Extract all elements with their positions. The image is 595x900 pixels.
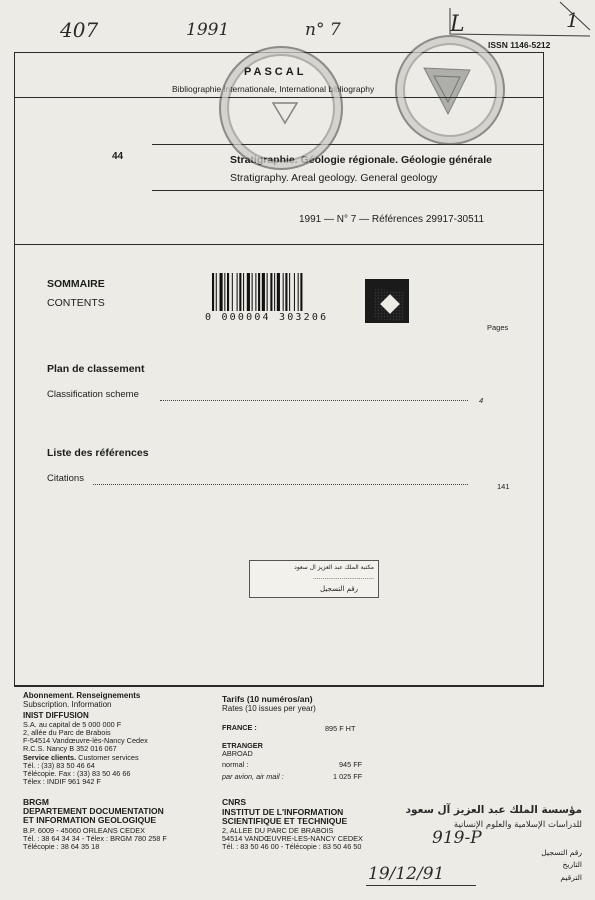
subscription-line-4: R.C.S. Nancy B 352 016 067 bbox=[23, 744, 117, 753]
cnrs-name: CNRS bbox=[222, 797, 247, 807]
cnrs-inst-1: INSTITUT DE L'INFORMATION bbox=[222, 807, 344, 817]
rates-heading-en: Rates (10 issues per year) bbox=[222, 704, 316, 713]
library-stamp-registration: رقم التسجيل bbox=[320, 585, 358, 593]
subscription-line-1: S.A. au capital de 5 000 000 F bbox=[23, 720, 122, 729]
toc-entry-2-page: 141 bbox=[497, 482, 510, 491]
foundation-line-1: مؤسسة الملك عبد العزيز آل سعود bbox=[405, 804, 582, 816]
toc-entry-1-page: 4 bbox=[479, 396, 484, 405]
toc-entry-1-title-en: Classification scheme bbox=[47, 389, 139, 400]
barcode-bar bbox=[270, 273, 272, 311]
barcode-bar bbox=[216, 273, 217, 311]
brgm-dept-2: ET INFORMATION GEOLOGIQUE bbox=[23, 815, 157, 825]
brand-title: PASCAL bbox=[244, 66, 307, 78]
contact-line-1: Tél. : (33) 83 50 46 64 bbox=[23, 761, 95, 770]
barcode-bar bbox=[289, 273, 290, 311]
pascal-stamp-emblem bbox=[270, 100, 300, 126]
foundation-date-label: التاريخ bbox=[562, 860, 582, 869]
section-number: 44 bbox=[112, 151, 124, 162]
barcode-bar bbox=[224, 273, 225, 311]
subscription-line-2: 2, allée du Parc de Brabois bbox=[23, 728, 111, 737]
foundation-stamp bbox=[360, 798, 590, 894]
section-title-en: Stratigraphy. Areal geology. General geology bbox=[230, 172, 438, 184]
cnrs-line-3: Tél. : 83 50 46 00 - Télécopie : 83 50 46 50 bbox=[222, 842, 362, 851]
barcode-bar bbox=[212, 273, 214, 311]
toc-entry-1-leader bbox=[160, 400, 468, 401]
cnrs-line-2: 54514 VANDŒUVRE-LES-NANCY CEDEX bbox=[222, 834, 363, 843]
subscription-heading-en: Subscription. Information bbox=[23, 700, 112, 709]
toc-entry-2-title-fr: Liste des références bbox=[47, 447, 149, 459]
handwritten-letter: L bbox=[450, 12, 465, 37]
foundation-reg-label: رقم التسجيل bbox=[541, 848, 582, 857]
rates-heading-fr: Tarifs (10 numéros/an) bbox=[222, 694, 313, 704]
barcode-bar bbox=[283, 273, 284, 311]
barcode-bar bbox=[239, 273, 241, 311]
handwritten-issue: n° 7 bbox=[305, 20, 341, 40]
section-rule-top bbox=[152, 144, 544, 145]
toc-entry-2-title-en: Citations bbox=[47, 473, 84, 484]
brgm-line-2: Tél. : 38 64 34 34 - Télex : BRGM 780 258 F bbox=[23, 834, 167, 843]
toc-entry-1-title-fr: Plan de classement bbox=[47, 363, 145, 375]
barcode-bar bbox=[298, 273, 299, 311]
barcode-bar bbox=[227, 273, 229, 311]
handwritten-page-mark: 1 bbox=[566, 8, 579, 32]
barcode bbox=[212, 273, 360, 311]
rate-air-label: par avion, air mail : bbox=[222, 772, 284, 781]
handwritten-number: 407 bbox=[60, 18, 99, 42]
pages-label: Pages bbox=[487, 323, 509, 332]
cnrs-inst-2: SCIENTIFIQUE ET TECHNIQUE bbox=[222, 816, 348, 826]
section-divider bbox=[14, 244, 544, 245]
handwritten-corner-stroke bbox=[440, 0, 595, 40]
publisher-logo bbox=[365, 279, 409, 323]
barcode-bar bbox=[300, 273, 302, 311]
rate-normal-label: normal : bbox=[222, 760, 249, 769]
rate-abroad-en: ABROAD bbox=[222, 749, 253, 758]
rate-air-price: 1 025 FF bbox=[333, 772, 363, 781]
footer-divider bbox=[14, 686, 544, 687]
barcode-number: 0 000004 303206 bbox=[205, 312, 329, 323]
barcode-bar bbox=[262, 273, 265, 311]
brgm-line-1: B.P. 6009 - 45060 ORLEANS CEDEX bbox=[23, 826, 145, 835]
section-rule-bottom bbox=[152, 190, 544, 191]
barcode-bar bbox=[294, 273, 295, 311]
barcode-bar bbox=[274, 273, 275, 311]
contents-heading-fr: SOMMAIRE bbox=[47, 278, 105, 290]
subscription-line-3: F-54514 Vandœuvre-lès-Nancy Cedex bbox=[23, 736, 148, 745]
foundation-class-label: الترقيم bbox=[560, 873, 582, 882]
foundation-code: 919-P bbox=[432, 828, 482, 848]
library-rect-stamp bbox=[249, 560, 379, 598]
brgm-dept-1: DEPARTEMENT DOCUMENTATION bbox=[23, 806, 164, 816]
brgm-line-3: Télécopie : 38 64 35 18 bbox=[23, 842, 100, 851]
subscription-company: INIST DIFFUSION bbox=[23, 711, 89, 720]
barcode-bar bbox=[232, 273, 233, 311]
barcode-bar bbox=[277, 273, 280, 311]
library-stamp-name: مكتبة الملك عبد العزيز ال سعود bbox=[294, 564, 374, 571]
foundation-line-2: للدراسات الإسلامية والعلوم الإنسانية bbox=[453, 820, 582, 830]
service-label-fr: Service clients. bbox=[23, 753, 77, 762]
barcode-bar bbox=[252, 273, 253, 311]
toc-entry-2-leader bbox=[93, 484, 468, 485]
section-title-fr: Stratigraphie. Géologie régionale. Géologie générale bbox=[230, 154, 492, 166]
barcode-bar bbox=[237, 273, 238, 311]
contact-line-3: Télex : INDIF 961 942 F bbox=[23, 777, 101, 786]
brgm-name: BRGM bbox=[23, 797, 49, 807]
subscription-heading-fr: Abonnement. Renseignements bbox=[23, 691, 141, 700]
barcode-bar bbox=[255, 273, 256, 311]
issn-label: ISSN 1146-5212 bbox=[488, 40, 551, 50]
service-label-en: Customer services bbox=[78, 753, 139, 762]
rate-normal-price: 945 FF bbox=[339, 760, 363, 769]
foundation-date-underline bbox=[366, 885, 476, 886]
barcode-bar bbox=[258, 273, 260, 311]
barcode-bar bbox=[243, 273, 244, 311]
barcode-bar bbox=[285, 273, 287, 311]
library-stamp-line: ................................ bbox=[312, 574, 374, 581]
library-stamp-emblem bbox=[418, 62, 476, 118]
contact-line-2: Télécopie. Fax : (33) 83 50 46 66 bbox=[23, 769, 131, 778]
barcode-bar bbox=[267, 273, 268, 311]
brand-subtitle: Bibliographie internationale, International bibliography bbox=[172, 84, 375, 94]
barcode-bar bbox=[247, 273, 250, 311]
contents-heading-en: CONTENTS bbox=[47, 297, 105, 309]
rate-abroad-fr: ETRANGER bbox=[222, 741, 263, 750]
foundation-date: 19/12/91 bbox=[368, 864, 445, 884]
handwritten-year: 1991 bbox=[186, 20, 230, 40]
cnrs-line-1: 2, ALLEE DU PARC DE BRABOIS bbox=[222, 826, 334, 835]
issue-line: 1991 — N° 7 — Références 29917-30511 bbox=[299, 214, 485, 225]
rate-france-price: 895 F HT bbox=[325, 724, 356, 733]
rate-france-label: FRANCE : bbox=[222, 723, 257, 732]
barcode-bar bbox=[220, 273, 223, 311]
